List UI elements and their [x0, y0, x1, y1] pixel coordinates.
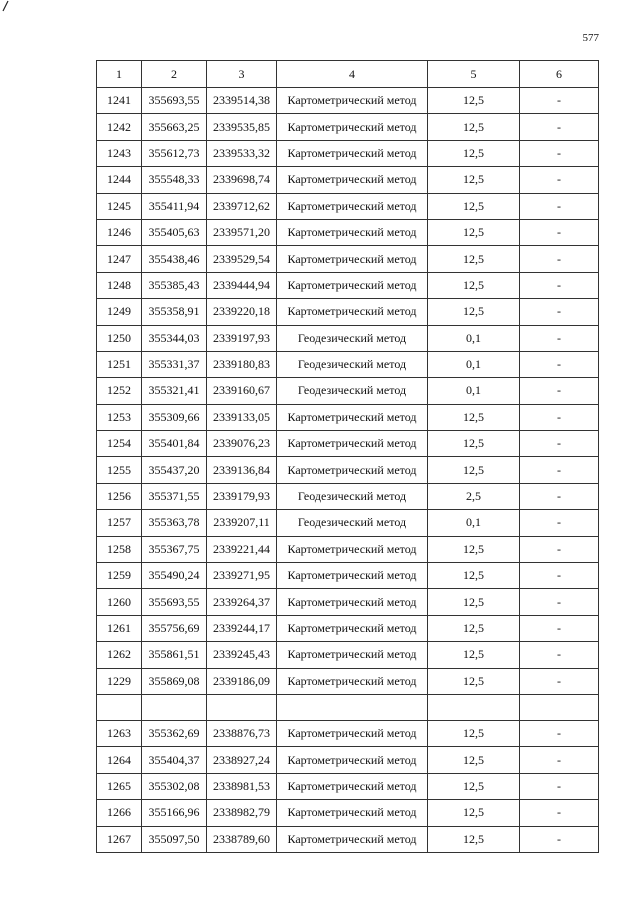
header-cell: 4 — [277, 61, 428, 88]
table-cell: Картометрический метод — [277, 193, 428, 219]
table-row — [97, 589, 599, 615]
table-cell: 2339207,11 — [207, 510, 277, 536]
table-row — [97, 299, 599, 325]
table-cell: Геодезический метод — [277, 325, 428, 351]
table-cell: - — [520, 404, 599, 430]
table-cell: - — [520, 88, 599, 114]
table-row — [97, 193, 599, 219]
table-cell: 1265 — [97, 773, 142, 799]
table-cell: 355404,37 — [142, 747, 207, 773]
table-cell: Геодезический метод — [277, 510, 428, 536]
table-cell: - — [520, 378, 599, 404]
table-cell: 355438,46 — [142, 246, 207, 272]
table-cell: Картометрический метод — [277, 299, 428, 325]
table-row — [97, 563, 599, 589]
table-cell: 355437,20 — [142, 457, 207, 483]
table-cell: 1267 — [97, 826, 142, 852]
table-row — [97, 826, 599, 852]
table-cell: 1253 — [97, 404, 142, 430]
table-cell: Картометрический метод — [277, 668, 428, 694]
table-cell: 2339160,67 — [207, 378, 277, 404]
table-cell: 2338927,24 — [207, 747, 277, 773]
table-cell: 355367,75 — [142, 536, 207, 562]
table-cell: 355663,25 — [142, 114, 207, 140]
table-cell: Картометрический метод — [277, 826, 428, 852]
table-cell: - — [520, 800, 599, 826]
table-cell: 1245 — [97, 193, 142, 219]
table-row — [97, 378, 599, 404]
table-cell: 2339179,93 — [207, 483, 277, 509]
table-cell: Картометрический метод — [277, 720, 428, 746]
table-cell: Картометрический метод — [277, 536, 428, 562]
table-cell: - — [520, 747, 599, 773]
table-cell: 2339186,09 — [207, 668, 277, 694]
table-cell: 2339245,43 — [207, 642, 277, 668]
table-cell: - — [520, 510, 599, 536]
table-cell: 12,5 — [428, 642, 520, 668]
table-cell: 355401,84 — [142, 431, 207, 457]
table-cell: 355612,73 — [142, 140, 207, 166]
table-cell: - — [520, 299, 599, 325]
table-cell: Картометрический метод — [277, 246, 428, 272]
table-cell: 2338789,60 — [207, 826, 277, 852]
table-row — [97, 431, 599, 457]
table-cell: 1254 — [97, 431, 142, 457]
table-cell: 12,5 — [428, 457, 520, 483]
table-cell: 1263 — [97, 720, 142, 746]
table-cell: 2339535,85 — [207, 114, 277, 140]
table-cell: 0,1 — [428, 351, 520, 377]
table-cell: 1257 — [97, 510, 142, 536]
table-cell: 355321,41 — [142, 378, 207, 404]
table-cell: 2339271,95 — [207, 563, 277, 589]
table-cell: 1258 — [97, 536, 142, 562]
table-cell — [142, 694, 207, 720]
table-cell: 1261 — [97, 615, 142, 641]
table-cell: 12,5 — [428, 615, 520, 641]
header-cell: 2 — [142, 61, 207, 88]
table-cell: 1259 — [97, 563, 142, 589]
table-cell: 12,5 — [428, 589, 520, 615]
table-cell: Картометрический метод — [277, 404, 428, 430]
table-cell: 1251 — [97, 351, 142, 377]
table-cell: 1256 — [97, 483, 142, 509]
table-row — [97, 272, 599, 298]
table-cell: 1229 — [97, 668, 142, 694]
table-row — [97, 747, 599, 773]
table-cell: Геодезический метод — [277, 378, 428, 404]
table-cell: 12,5 — [428, 747, 520, 773]
table-row — [97, 720, 599, 746]
table-cell: 12,5 — [428, 219, 520, 245]
table-cell: 355344,03 — [142, 325, 207, 351]
table-cell: 12,5 — [428, 404, 520, 430]
table-row — [97, 483, 599, 509]
table-cell: 1264 — [97, 747, 142, 773]
table-cell: 12,5 — [428, 800, 520, 826]
table-cell: - — [520, 826, 599, 852]
table-cell: 2339221,44 — [207, 536, 277, 562]
table-cell: Картометрический метод — [277, 800, 428, 826]
table-cell: 355385,43 — [142, 272, 207, 298]
table-cell: 2338982,79 — [207, 800, 277, 826]
table-cell: 2339444,94 — [207, 272, 277, 298]
table-cell: 1262 — [97, 642, 142, 668]
table-cell — [277, 694, 428, 720]
table-row — [97, 642, 599, 668]
table-cell: - — [520, 193, 599, 219]
table-cell: 2339264,37 — [207, 589, 277, 615]
table-cell: Картометрический метод — [277, 88, 428, 114]
table-row — [97, 114, 599, 140]
table-cell: 355097,50 — [142, 826, 207, 852]
table-cell: - — [520, 167, 599, 193]
table-cell: 2,5 — [428, 483, 520, 509]
table-cell: 355861,51 — [142, 642, 207, 668]
table-cell: - — [520, 563, 599, 589]
header-cell: 3 — [207, 61, 277, 88]
table-cell: Картометрический метод — [277, 457, 428, 483]
table-cell: 12,5 — [428, 431, 520, 457]
table-row — [97, 167, 599, 193]
table-row — [97, 351, 599, 377]
table-cell: 2339698,74 — [207, 167, 277, 193]
table-cell: 12,5 — [428, 246, 520, 272]
table-cell: 2339220,18 — [207, 299, 277, 325]
table-cell: 355490,24 — [142, 563, 207, 589]
table-cell: 2339712,62 — [207, 193, 277, 219]
header-cell: 1 — [97, 61, 142, 88]
table-cell: 12,5 — [428, 88, 520, 114]
table-cell: 2339197,93 — [207, 325, 277, 351]
table-cell: - — [520, 589, 599, 615]
table-cell: 1246 — [97, 219, 142, 245]
table-cell: 1266 — [97, 800, 142, 826]
header-row — [97, 61, 599, 88]
page-number: 577 — [582, 32, 599, 44]
table-cell: 0,1 — [428, 378, 520, 404]
table-row — [97, 457, 599, 483]
table-cell: Картометрический метод — [277, 773, 428, 799]
table-cell: 355693,55 — [142, 88, 207, 114]
header-cell: 6 — [520, 61, 599, 88]
table-cell: 355302,08 — [142, 773, 207, 799]
table-cell: - — [520, 246, 599, 272]
table-cell: Картометрический метод — [277, 747, 428, 773]
table-cell: 1249 — [97, 299, 142, 325]
table-cell: - — [520, 668, 599, 694]
table-cell: 1241 — [97, 88, 142, 114]
table-cell: 12,5 — [428, 167, 520, 193]
table-row — [97, 536, 599, 562]
table-cell: Картометрический метод — [277, 563, 428, 589]
table-cell: - — [520, 325, 599, 351]
table-row — [97, 219, 599, 245]
table-cell: - — [520, 272, 599, 298]
header-cell: 5 — [428, 61, 520, 88]
table-cell: - — [520, 483, 599, 509]
table-cell: 1250 — [97, 325, 142, 351]
table-cell: - — [520, 642, 599, 668]
table-cell: Картометрический метод — [277, 589, 428, 615]
table-cell: Картометрический метод — [277, 642, 428, 668]
table-cell: 355756,69 — [142, 615, 207, 641]
table-cell: 1242 — [97, 114, 142, 140]
table-cell: 1260 — [97, 589, 142, 615]
table-cell — [207, 694, 277, 720]
table-row — [97, 510, 599, 536]
table-cell: 12,5 — [428, 272, 520, 298]
table-cell: Картометрический метод — [277, 140, 428, 166]
table-cell: 2338981,53 — [207, 773, 277, 799]
table-row — [97, 773, 599, 799]
table-cell: - — [520, 431, 599, 457]
table-cell: 12,5 — [428, 826, 520, 852]
table-cell: 355309,66 — [142, 404, 207, 430]
table-cell: Геодезический метод — [277, 483, 428, 509]
table-cell: 2339180,83 — [207, 351, 277, 377]
table-cell: - — [520, 114, 599, 140]
table-cell: 0,1 — [428, 510, 520, 536]
table-cell: 1243 — [97, 140, 142, 166]
table-cell: 355693,55 — [142, 589, 207, 615]
table-cell: Картометрический метод — [277, 219, 428, 245]
table-cell: 2339571,20 — [207, 219, 277, 245]
table-cell: 1247 — [97, 246, 142, 272]
table-cell: - — [520, 457, 599, 483]
table-cell: 355371,55 — [142, 483, 207, 509]
table-cell: Геодезический метод — [277, 351, 428, 377]
table-cell: 12,5 — [428, 720, 520, 746]
table-cell: 12,5 — [428, 140, 520, 166]
table-cell: 355331,37 — [142, 351, 207, 377]
table-cell: 2339136,84 — [207, 457, 277, 483]
table-row — [97, 694, 599, 720]
table-cell: Картометрический метод — [277, 114, 428, 140]
table-cell: 2339244,17 — [207, 615, 277, 641]
table-cell: 355362,69 — [142, 720, 207, 746]
table-cell: 2339514,38 — [207, 88, 277, 114]
table-cell: Картометрический метод — [277, 167, 428, 193]
table-cell: 355358,91 — [142, 299, 207, 325]
table-cell: 355405,63 — [142, 219, 207, 245]
table-cell: 1248 — [97, 272, 142, 298]
table-cell: 355411,94 — [142, 193, 207, 219]
table-row — [97, 140, 599, 166]
table-cell: 0,1 — [428, 325, 520, 351]
table-cell — [520, 694, 599, 720]
scan-corner-mark — [2, 0, 10, 12]
table-cell: 355166,96 — [142, 800, 207, 826]
table-cell: 1244 — [97, 167, 142, 193]
table-cell: 2339133,05 — [207, 404, 277, 430]
table-cell: Картометрический метод — [277, 272, 428, 298]
table-cell: 355869,08 — [142, 668, 207, 694]
table-cell: 1252 — [97, 378, 142, 404]
coordinates-table — [96, 60, 599, 853]
table-row — [97, 800, 599, 826]
table-row — [97, 246, 599, 272]
table-cell: 12,5 — [428, 536, 520, 562]
table-row — [97, 325, 599, 351]
table-cell: 2339533,32 — [207, 140, 277, 166]
table-cell: 12,5 — [428, 668, 520, 694]
table-cell: 2339076,23 — [207, 431, 277, 457]
table-cell: 12,5 — [428, 193, 520, 219]
table-cell: 12,5 — [428, 299, 520, 325]
table-cell: - — [520, 219, 599, 245]
table-cell — [428, 694, 520, 720]
table-cell: Картометрический метод — [277, 431, 428, 457]
table-cell: - — [520, 536, 599, 562]
table-cell: 12,5 — [428, 114, 520, 140]
table-cell: - — [520, 615, 599, 641]
table-row — [97, 404, 599, 430]
table-cell: - — [520, 140, 599, 166]
table-cell: - — [520, 773, 599, 799]
table-cell: - — [520, 720, 599, 746]
table-cell: 12,5 — [428, 563, 520, 589]
table-cell: 355548,33 — [142, 167, 207, 193]
table-cell: 1255 — [97, 457, 142, 483]
table-cell: 2338876,73 — [207, 720, 277, 746]
table-cell: - — [520, 351, 599, 377]
table-cell: 2339529,54 — [207, 246, 277, 272]
table-row — [97, 615, 599, 641]
table-row — [97, 88, 599, 114]
table-cell — [97, 694, 142, 720]
table-cell: Картометрический метод — [277, 615, 428, 641]
table-cell: 12,5 — [428, 773, 520, 799]
table-row — [97, 668, 599, 694]
table-cell: 355363,78 — [142, 510, 207, 536]
